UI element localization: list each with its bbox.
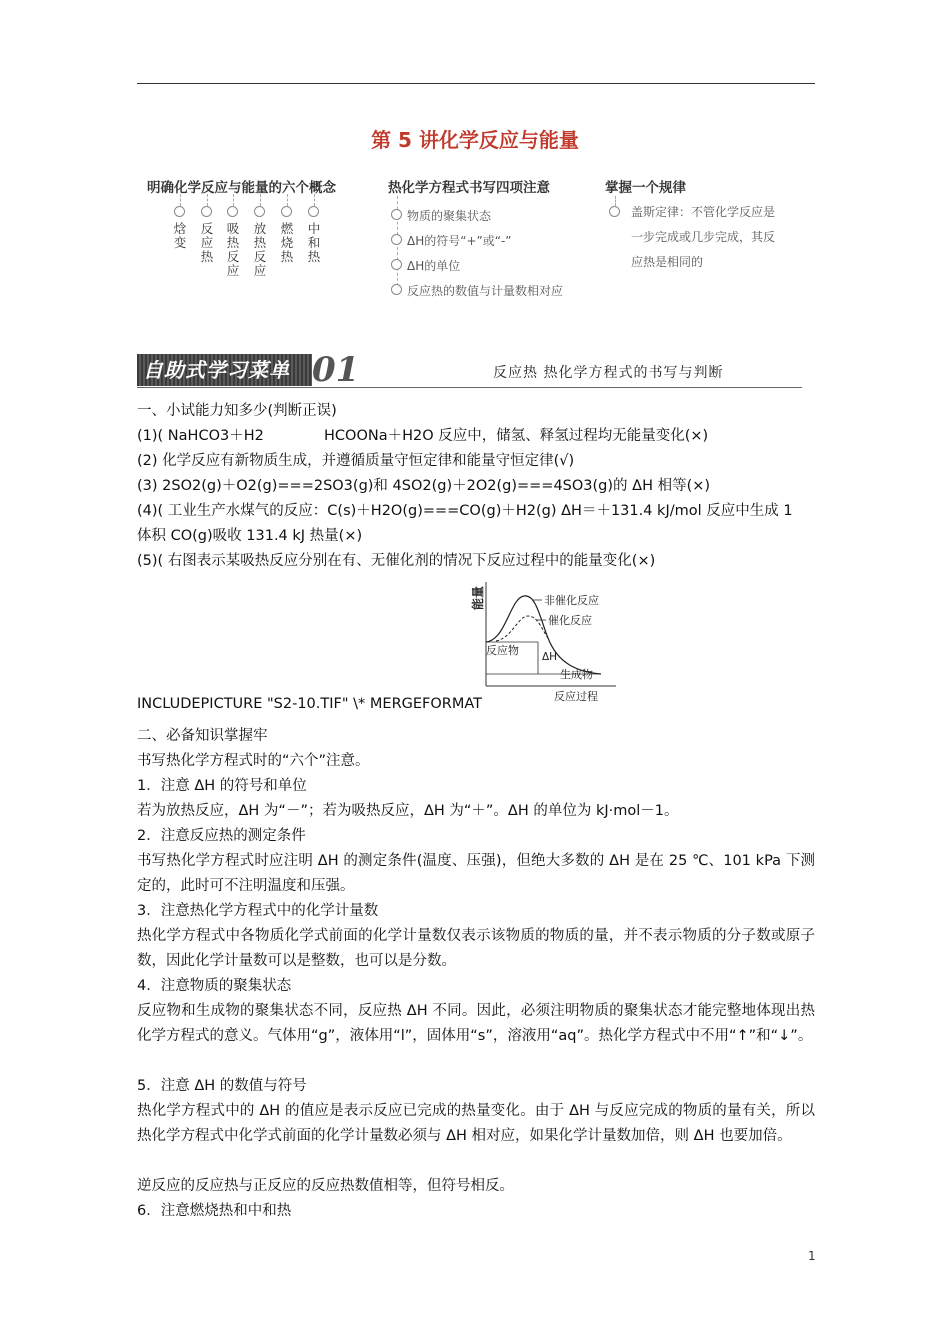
catalyzed-label: 催化反应 xyxy=(548,614,592,627)
note-item: 物质的聚集状态 xyxy=(407,209,492,223)
note-item: 反应热的数值与计量数相对应 xyxy=(407,284,564,298)
banner-label: 自助式学习菜单 xyxy=(137,354,312,386)
note-node-icon xyxy=(391,259,402,270)
point-5-title: 5．注意 ΔH 的数值与符号 xyxy=(137,1078,307,1094)
concept-item: 吸热反应 xyxy=(226,221,240,278)
concept-node-icon xyxy=(308,206,319,217)
concept-node-icon xyxy=(254,206,265,217)
point-2-title: 2．注意反应热的测定条件 xyxy=(137,828,306,844)
question-3: (3) 2SO2(g)＋O2(g)===2SO3(g)和 4SO2(g)＋2O2(g)===4SO3(g)的 ΔH 相等(×) xyxy=(137,478,711,494)
note-node-icon xyxy=(391,234,402,245)
rule-text: 一步完成或几步完成，其反 xyxy=(631,230,776,244)
banner-rule xyxy=(137,387,802,388)
rule-node-icon xyxy=(609,206,620,217)
notes-heading: 热化学方程式书写四项注意 xyxy=(388,180,550,196)
page-number: 1 xyxy=(808,1249,816,1263)
point-4-title: 4．注意物质的聚集状态 xyxy=(137,978,292,994)
question-2: (2) 化学反应有新物质生成，并遵循质量守恒定律和能量守恒定律(√) xyxy=(137,453,575,469)
uncatalyzed-label: 非催化反应 xyxy=(544,594,599,607)
note-item: ΔH的符号“+”或“-” xyxy=(407,234,512,248)
energy-diagram xyxy=(466,578,626,706)
concept-item: 中和热 xyxy=(307,221,321,264)
rule-text: 盖斯定律：不管化学反应是 xyxy=(631,205,776,219)
include-field: INCLUDEPICTURE "S2-10.TIF" \* MERGEFORMAT xyxy=(137,696,483,712)
concept-node-icon xyxy=(281,206,292,217)
section2-intro: 书写热化学方程式时的“六个”注意。 xyxy=(137,753,370,769)
point-2-body: 书写热化学方程式时应注明 ΔH 的测定条件(温度、压强)，但绝大多数的 ΔH 是在 25 ℃、101 kPa 下测定的，此时可不注明温度和压强。 xyxy=(137,853,815,894)
concept-item: 反应热 xyxy=(200,221,214,264)
concept-node-icon xyxy=(201,206,212,217)
point-5-body: 热化学方程式中的 ΔH 的值应是表示反应已完成的热量变化。由于 ΔH 与反应完成的物质的量有关，所以热化学方程式中化学式前面的化学计量数必须与 ΔH 相对应，如果化学计量数加倍，则 ΔH 也要加倍。 xyxy=(137,1103,815,1144)
section1-heading: 一、小试能力知多少(判断正误) xyxy=(137,403,337,419)
header-rule xyxy=(137,83,815,84)
point-1-body: 若为放热反应，ΔH 为“－”；若为吸热反应，ΔH 为“＋”。ΔH 的单位为 kJ·mol－1。 xyxy=(137,803,679,819)
point-4-body: 反应物和生成物的聚集状态不同，反应热 ΔH 不同。因此，必须注明物质的聚集状态才能完整地体现出热化学方程式的意义。气体用“g”，液体用“l”，固体用“s”，溶液用“aq”。热化学方程式中不用“↑”和“↓”。 xyxy=(137,1003,815,1044)
note-item: ΔH的单位 xyxy=(407,259,461,273)
section2-heading: 二、必备知识掌握牢 xyxy=(137,728,268,744)
point-3-title: 3．注意热化学方程式中的化学计量数 xyxy=(137,903,379,919)
point-3-body: 热化学方程式中各物质化学式前面的化学计量数仅表示该物质的物质的量，并不表示物质的分子数或原子数，因此化学计量数可以是整数，也可以是分数。 xyxy=(137,928,815,969)
rule-text: 应热是相同的 xyxy=(631,255,704,269)
question-4a: (4)( 工业生产水煤气的反应：C(s)＋H2O(g)===CO(g)＋H2(g) ΔH＝＋131.4 kJ/mol 反应中生成 1 xyxy=(137,503,793,519)
x-axis-label: 反应过程 xyxy=(554,690,598,703)
note-node-icon xyxy=(391,209,402,220)
concepts-heading: 明确化学反应与能量的六个概念 xyxy=(147,180,336,196)
question-5: (5)( 右图表示某吸热反应分别在有、无催化剂的情况下反应过程中的能量变化(×) xyxy=(137,553,656,569)
banner-subtitle: 反应热 热化学方程式的书写与判断 xyxy=(493,365,724,381)
question-4b: 体积 CO(g)吸收 131.4 kJ 热量(×) xyxy=(137,528,363,544)
banner-number: 01 xyxy=(312,350,360,390)
concept-item: 放热反应 xyxy=(253,221,267,278)
section-banner xyxy=(137,352,802,388)
rule-heading: 掌握一个规律 xyxy=(605,180,686,196)
point-6-title: 6．注意燃烧热和中和热 xyxy=(137,1203,292,1219)
reactant-label: 反应物 xyxy=(486,644,519,657)
point-5-extra: 逆反应的反应热与正反应的反应热数值相等，但符号相反。 xyxy=(137,1178,514,1194)
note-node-icon xyxy=(391,284,402,295)
product-label: 生成物 xyxy=(560,668,593,681)
concept-node-icon xyxy=(227,206,238,217)
question-1a: (1)( NaHCO3＋H2 xyxy=(137,428,264,444)
page-title: 第 5 讲化学反应与能量 xyxy=(371,128,579,152)
concept-node-icon xyxy=(174,206,185,217)
dh-label: ΔH xyxy=(542,651,558,663)
question-1b: HCOONa＋H2O 反应中，储氢、释氢过程均无能量变化(×) xyxy=(324,428,709,444)
concept-item: 焓变 xyxy=(173,221,187,250)
y-axis-label: 能量 xyxy=(471,585,485,610)
point-1-title: 1．注意 ΔH 的符号和单位 xyxy=(137,778,307,794)
concept-item: 燃烧热 xyxy=(280,221,294,264)
